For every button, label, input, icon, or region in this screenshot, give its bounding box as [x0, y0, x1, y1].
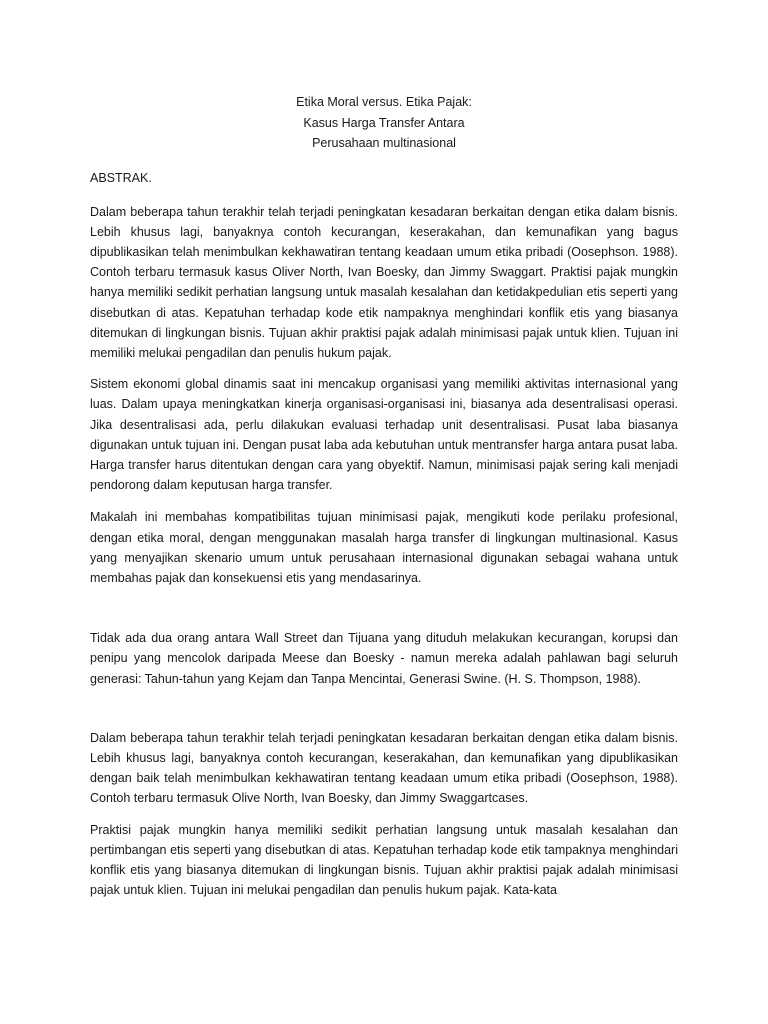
document-title	[90, 92, 678, 154]
title-line-2: Kasus Harga Transfer Antara	[303, 115, 465, 130]
quote-paragraph: Tidak ada dua orang antara Wall Street dan Tijuana yang dituduh melakukan kecurangan, korupsi dan penipu yang mencolok daripada Meese dan Boesky - namun mereka adalah pahlawan bagi seluruh generasi: Tahun-tahun yang Kejam dan Tanpa Mencintai, Generasi Swine. (H. S. Thompson, 1988).	[90, 631, 678, 686]
paragraph-3: Makalah ini membahas kompatibilitas tujuan minimisasi pajak, mengikuti kode perilaku profesional, dengan etika moral, dengan menggunakan masalah harga transfer di lingkungan multinasional. Kasus yang menyajikan skenario umum untuk perusahaan internasional digunakan sebagai wahana untuk membahas pajak dan konsekuensi etis yang mendasarinya.	[90, 510, 678, 585]
title-line-1: Etika Moral versus. Etika Pajak:	[296, 95, 472, 109]
paragraph-5: Dalam beberapa tahun terakhir telah terjadi peningkatan kesadaran berkaitan dengan etika dalam bisnis. Lebih khusus lagi, banyaknya contoh kecurangan, keserakahan, dan kemunafikan yang dipublikasikan dengan baik telah menimbulkan kekhawatiran tentang keadaan umum etika pribadi (Oosephson, 1988). Contoh terbaru termasuk Olive North, Ivan Boesky, dan Jimmy Swaggartcases.	[90, 730, 678, 806]
abstract-heading: ABSTRAK.	[90, 170, 152, 185]
title-line-3: Perusahaan multinasional	[312, 136, 456, 150]
paragraph-2: Sistem ekonomi global dinamis saat ini mencakup organisasi yang memiliki aktivitas internasional yang luas. Dalam upaya meningkatkan kinerja organisasi-organisasi ini, biasanya ada desentralisasi operasi. Jika desentralisasi ada, perlu dilakukan evaluasi terhadap unit desentralisasi. Pusat laba biasanya digunakan untuk tujuan ini. Dengan pusat laba ada kebutuhan untuk mentransfer harga antara pusat laba. Harga transfer harus ditentukan dengan cara yang obyektif. Namun, minimisasi pajak sering kali menjadi pendorong dalam keputusan harga transfer.	[90, 377, 678, 493]
paragraph-6: Praktisi pajak mungkin hanya memiliki sedikit perhatian langsung untuk masalah kesalahan dan pertimbangan etis seperti yang disebutkan di atas. Kepatuhan terhadap kode etik tampaknya menghindari konflik etis yang biasanya ditemukan di lingkungan bisnis. Tujuan akhir praktisi pajak adalah minimisasi pajak untuk klien. Tujuan ini melukai pengadilan dan penulis hukum pajak. Kata-kata	[90, 822, 678, 898]
paragraph-1: Dalam beberapa tahun terakhir telah terjadi peningkatan kesadaran berkaitan dengan etika dalam bisnis. Lebih khusus lagi, banyaknya contoh kecurangan, keserakahan, dan kemunafikan yang bagus dipublikasikan telah menimbulkan kekhawatiran tentang keadaan umum etika pribadi (Oosephson. 1988). Contoh terbaru termasuk kasus Oliver North, Ivan Boesky, dan Jimmy Swaggart. Praktisi pajak mungkin hanya memiliki sedikit perhatian langsung untuk masalah kesalahan dan ketidakpedulian etis seperti yang disebutkan di atas. Kepatuhan terhadap kode etik nampaknya menghindari konflik etis yang biasanya ditemukan di lingkungan bisnis. Tujuan akhir praktisi pajak adalah minimisasi pajak untuk klien. Tujuan ini memiliki melukai pengadilan dan penulis hukum pajak.	[90, 204, 678, 360]
document-page	[90, 92, 678, 900]
